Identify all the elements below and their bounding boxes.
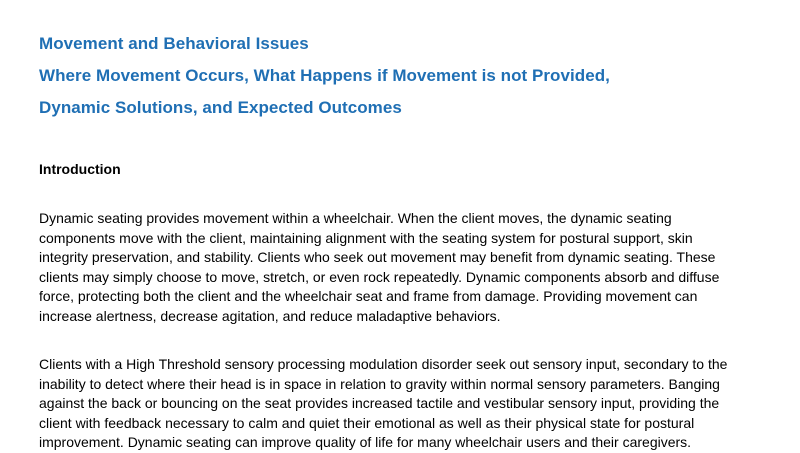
paragraph-line: against the back or bouncing on the seat provides increased tactile and vestibular sensory input, providing the [39, 395, 720, 411]
paragraph-line: components move with the client, maintaining alignment with the seating system for postural support, skin [39, 229, 693, 246]
paragraph-line: inability to detect where their head is in space in relation to gravity within normal sensory parameters. Banging [39, 375, 720, 392]
paragraph-line: force, protecting both the client and the wheelchair seat and frame from damage. Providing movement can [39, 288, 698, 304]
paragraph-dynamic-seating [39, 209, 779, 326]
paragraph-line: Dynamic seating provides movement within a wheelchair. When the client moves, the dynamic seating [39, 210, 672, 226]
paragraph-line: increase alertness, decrease agitation, and reduce maladaptive behaviors. [39, 307, 501, 324]
document-subtitle-line-2: Dynamic Solutions, and Expected Outcomes [39, 98, 402, 117]
paragraph-line: clients may simply choose to move, stretch, or even rock repeatedly. Dynamic components absorb and diffuse [39, 268, 720, 285]
paragraph-line: integrity preservation, and stability. Clients who seek out movement may benefit from dynamic seating. These [39, 249, 716, 265]
document-title: Movement and Behavioral Issues [39, 34, 309, 53]
paragraph-sensory-processing [39, 355, 779, 453]
section-heading-introduction: Introduction [39, 161, 121, 177]
document-subtitle-line-1: Where Movement Occurs, What Happens if Movement is not Provided, [39, 66, 610, 85]
paragraph-line: improvement. Dynamic seating can improve quality of life for many wheelchair users and their caregivers. [39, 434, 692, 450]
paragraph-line: Clients with a High Threshold sensory processing modulation disorder seek out sensory input, secondary to the [39, 356, 728, 372]
paragraph-line: client with feedback necessary to calm and quiet their emotional as well as their physical state for postural [39, 414, 695, 431]
